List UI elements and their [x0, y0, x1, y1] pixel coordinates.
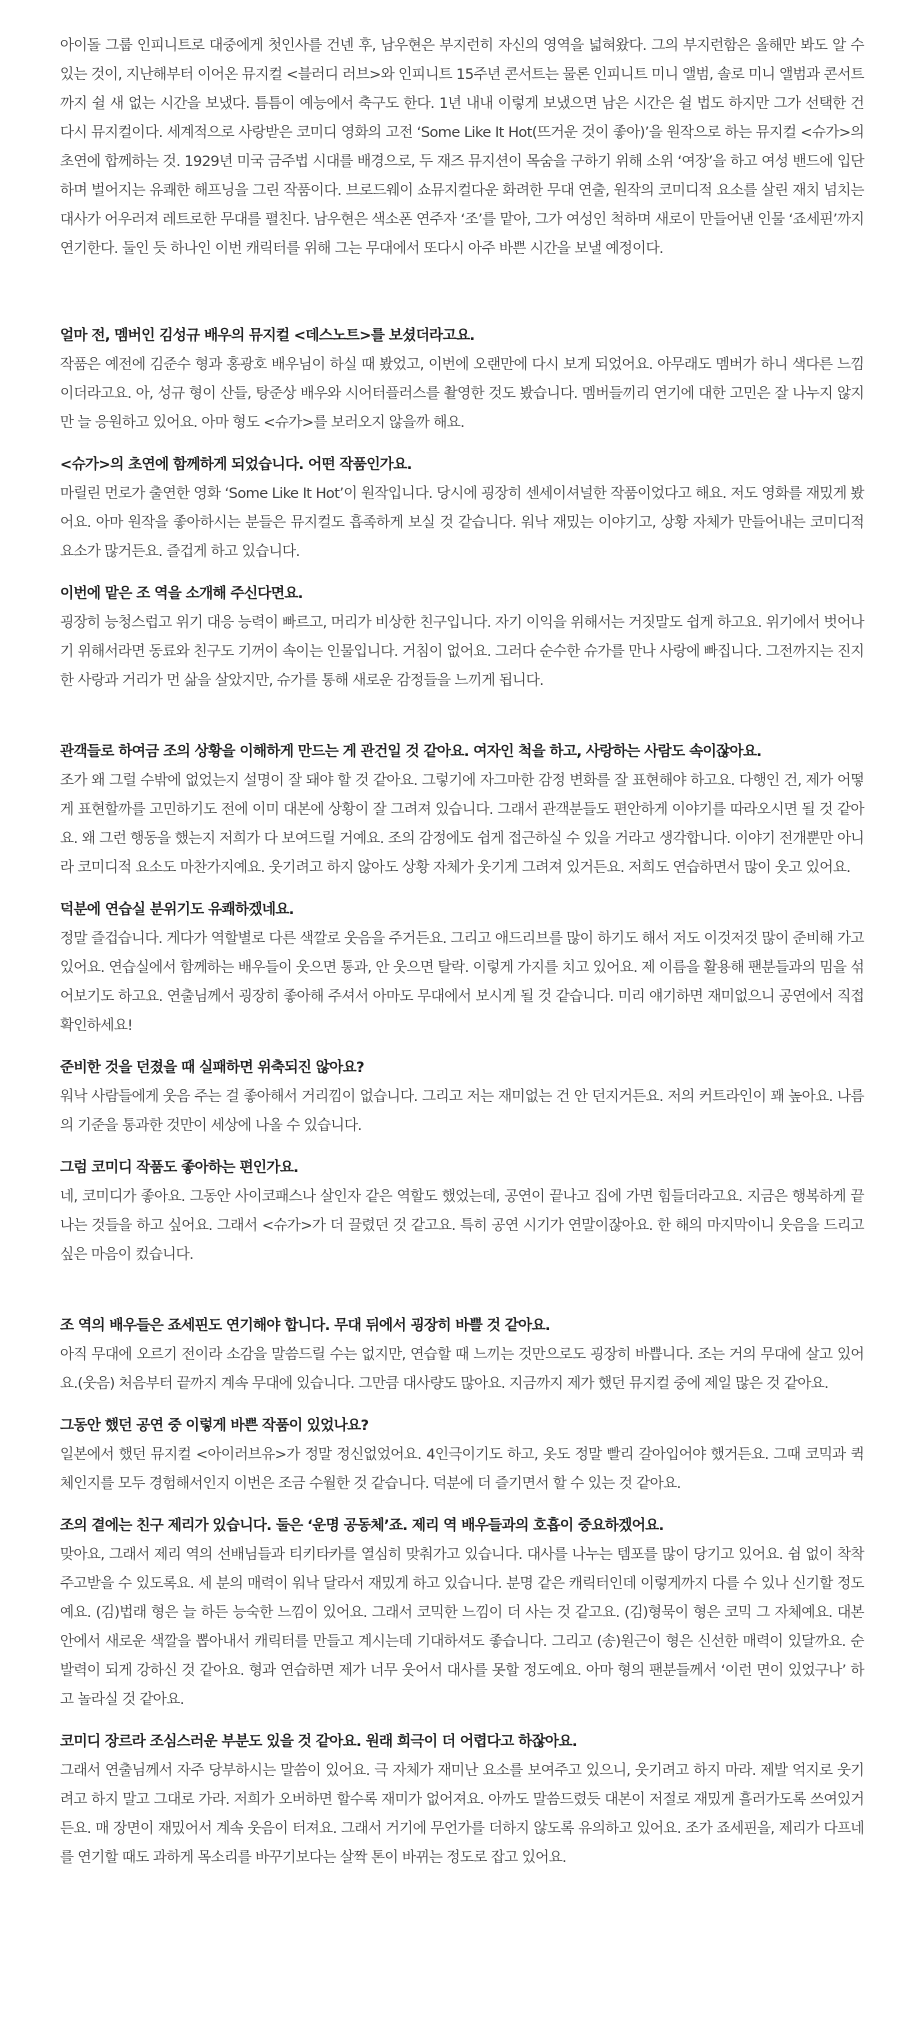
- interview-answer: 그래서 연출님께서 자주 당부하시는 말씀이 있어요. 극 자체가 재미난 요소를 보여주고 있으니, 웃기려고 하지 마라. 제발 억지로 웃기려고 하지 말고 그대로 가라. 저희가 오버하면 할수록 재미가 없어져요. 아까도 말씀드렸듯 대본이 저절로 재밌게 흘러가도록 쓰여있거든요. 매 장면이 재밌어서 계속 웃음이 터져요. 그래서 거기에 무언가를 더하지 않도록 유의하고 있어요. 조가 죠세핀을, 제리가 다프네를 연기할 때도 과하게 목소리를 바꾸기보다는 살짝 톤이 바뀌는 정도로 잡고 있어요.: [60, 1763, 864, 1866]
- qa-block: [60, 1312, 864, 1399]
- interview-question: 관객들로 하여금 조의 상황을 이해하게 만드는 게 관건일 것 같아요. 여자인 척을 하고, 사랑하는 사람도 속이잖아요.: [60, 744, 762, 760]
- interview-question: 얼마 전, 멤버인 김성규 배우의 뮤지컬 <데스노트>를 보셨더라고요.: [60, 328, 475, 344]
- qa-block: [60, 322, 864, 438]
- qa-block: [60, 738, 864, 883]
- interview-question: 코미디 장르라 조심스러운 부분도 있을 것 같아요. 원래 희극이 더 어렵다고 하잖아요.: [60, 1734, 577, 1750]
- qa-block: [60, 1054, 864, 1141]
- qa-block: [60, 1154, 864, 1270]
- interview-answer: 마릴린 먼로가 출연한 영화 ‘Some Like It Hot’이 원작입니다. 당시에 굉장히 센세이셔널한 작품이었다고 해요. 저도 영화를 재밌게 봤어요. 아마 원작을 좋아하시는 분들은 뮤지컬도 흡족하게 보실 것 같습니다. 워낙 재밌는 이야기고, 상황 자체가 만들어내는 코미디적 요소가 많거든요. 즐겁게 하고 있습니다.: [60, 486, 864, 560]
- qa-block: [60, 580, 864, 696]
- interview-answer: 굉장히 능청스럽고 위기 대응 능력이 빠르고, 머리가 비상한 친구입니다. 자기 이익을 위해서는 거짓말도 쉽게 하고요. 위기에서 벗어나기 위해서라면 동료와 친구도 기꺼이 속이는 인물입니다. 거침이 없어요. 그러다 순수한 슈가를 만나 사랑에 빠집니다. 그전까지는 진지한 사랑과 거리가 먼 삶을 살았지만, 슈가를 통해 새로운 감정들을 느끼게 됩니다.: [60, 615, 864, 689]
- interview-question: 그동안 했던 공연 중 이렇게 바쁜 작품이 있었나요?: [60, 1418, 369, 1434]
- interview-answer: 아직 무대에 오르기 전이라 소감을 말씀드릴 수는 없지만, 연습할 때 느끼는 것만으로도 굉장히 바쁩니다. 조는 거의 무대에 살고 있어요.(웃음) 처음부터 끝까지 계속 무대에 있습니다. 그만큼 대사량도 많아요. 지금까지 제가 했던 뮤지컬 중에 제일 많은 것 같아요.: [60, 1347, 864, 1392]
- interview-question: 그럼 코미디 작품도 좋아하는 편인가요.: [60, 1160, 299, 1176]
- interview-answer: 정말 즐겁습니다. 게다가 역할별로 다른 색깔로 웃음을 주거든요. 그리고 애드리브를 많이 하기도 해서 저도 이것저것 많이 준비해 가고 있어요. 연습실에서 함께하는 배우들이 웃으면 통과, 안 웃으면 탈락. 이렇게 가지를 치고 있어요. 제 이름을 활용해 팬분들과의 밈을 섞어보기도 하고요. 연출님께서 굉장히 좋아해 주셔서 아마도 무대에서 보시게 될 것 같습니다. 미리 얘기하면 재미없으니 공연에서 직접 확인하세요!: [60, 931, 864, 1034]
- interview-answer: 일본에서 했던 뮤지컬 <아이러브유>가 정말 정신없었어요. 4인극이기도 하고, 옷도 정말 빨리 갈아입어야 했거든요. 그때 코믹과 퀵 체인지를 모두 경험해서인지 이번은 조금 수월한 것 같습니다. 덕분에 더 즐기면서 할 수 있는 것 같아요.: [60, 1447, 864, 1492]
- interview-question: 덕분에 연습실 분위기도 유쾌하겠네요.: [60, 902, 294, 918]
- qa-block: [60, 1728, 864, 1873]
- interview-question: <슈가>의 초연에 함께하게 되었습니다. 어떤 작품인가요.: [60, 457, 412, 473]
- interview-question: 준비한 것을 던졌을 때 실패하면 위축되진 않아요?: [60, 1060, 364, 1076]
- interview-question: 이번에 맡은 조 역을 소개해 주신다면요.: [60, 586, 303, 602]
- interview-question: 조 역의 배우들은 죠세핀도 연기해야 합니다. 무대 뒤에서 굉장히 바쁠 것 같아요.: [60, 1318, 551, 1334]
- qa-block: [60, 1512, 864, 1715]
- qa-block: [60, 896, 864, 1041]
- intro-paragraph: 아이돌 그룹 인피니트로 대중에게 첫인사를 건넨 후, 남우현은 부지런히 자신의 영역을 넓혀왔다. 그의 부지런함은 올해만 봐도 알 수 있는 것이, 지난해부터 이어온 뮤지컬 <블러디 러브>와 인피니트 15주년 콘서트는 물론 인피니트 미니 앨범, 솔로 미니 앨범과 콘서트까지 쉴 새 없는 시간을 보냈다. 틈틈이 예능에서 축구도 한다. 1년 내내 이렇게 보냈으면 남은 시간은 쉴 법도 하지만 그가 선택한 건 다시 뮤지컬이다. 세계적으로 사랑받은 코미디 영화의 고전 ‘Some Like It Hot(뜨거운 것이 좋아)’을 원작으로 하는 뮤지컬 <슈가>의 초연에 합께하는 것. 1929년 미국 금주법 시대를 배경으로, 두 재즈 뮤지션이 목숨을 구하기 위해 소위 ‘여장’을 하고 여성 밴드에 입단하며 벌어지는 유쾌한 해프닝을 그린 작품이다. 브로드웨이 쇼뮤지컬다운 화려한 무대 연출, 원작의 코미디적 요소를 살린 재치 넘치는 대사가 어우러져 레트로한 무대를 펼친다. 남우현은 색소폰 연주자 ‘조’를 맡아, 그가 여성인 척하며 새로이 만들어낸 인물 ‘죠세핀’까지 연기한다. 둘인 듯 하나인 이번 캐릭터를 위해 그는 무대에서 또다시 아주 바쁜 시간을 보낼 예정이다.: [60, 38, 864, 257]
- interview-answer: 작품은 예전에 김준수 형과 홍광호 배우님이 하실 때 봤었고, 이번에 오랜만에 다시 보게 되었어요. 아무래도 멤버가 하니 색다른 느낌이더라고요. 아, 성규 형이 산들, 탕준상 배우와 시어터플러스를 촬영한 것도 봤습니다. 멤버들끼리 연기에 대한 고민은 잘 나누지 않지만 늘 응원하고 있어요. 아마 형도 <슈가>를 보러오지 않을까 해요.: [60, 357, 864, 431]
- qa-block: [60, 451, 864, 567]
- interview-question: 조의 곁에는 친구 제리가 있습니다. 둘은 ‘운명 공동체’죠. 제리 역 배우들과의 호흡이 중요하겠어요.: [60, 1518, 664, 1534]
- interview-answer: 맞아요, 그래서 제리 역의 선배님들과 티키타카를 열심히 맞춰가고 있습니다. 대사를 나누는 템포를 많이 당기고 있어요. 쉼 없이 착착 주고받을 수 있도록요. 세 분의 매력이 워낙 달라서 재밌게 하고 있습니다. 분명 같은 캐릭터인데 이렇게까지 다를 수 있나 신기할 정도예요. (김)법래 형은 늘 하든 능숙한 느낌이 있어요. 그래서 코믹한 느낌이 더 사는 것 같고요. (김)형묵이 형은 코믹 그 자체예요. 대본 안에서 새로운 색깔을 뽑아내서 캐릭터를 만들고 계시는데 기대하셔도 좋습니다. 그리고 (송)원근이 형은 신선한 매력이 있달까요. 순발력이 되게 강하신 것 같아요. 형과 연습하면 제가 너무 웃어서 대사를 못할 정도예요. 아마 형의 팬분들께서 ‘이런 면이 있었구나’ 하고 놀라실 것 같아요.: [60, 1547, 864, 1708]
- qa-block: [60, 1412, 864, 1499]
- interview-answer: 조가 왜 그럴 수밖에 없었는지 설명이 잘 돼야 할 것 같아요. 그렇기에 자그마한 감정 변화를 잘 표현해야 하고요. 다행인 건, 제가 어떻게 표현할까를 고민하기도 전에 이미 대본에 상황이 잘 그려져 있습니다. 그래서 관객분들도 편안하게 이야기를 따라오시면 될 것 같아요. 왜 그런 행동을 했는지 저희가 다 보여드릴 거예요. 조의 감정에도 쉽게 접근하실 수 있을 거라고 생각합니다. 이야기 전개뿐만 아니라 코미디적 요소도 마찬가지예요. 웃기려고 하지 않아도 상황 자체가 웃기게 그려져 있거든요. 저희도 연습하면서 많이 웃고 있어요.: [60, 773, 864, 876]
- interview-answer: 워낙 사람들에게 웃음 주는 걸 좋아해서 거리낌이 없습니다. 그리고 저는 재미없는 건 안 던지거든요. 저의 커트라인이 꽤 높아요. 나름의 기준을 통과한 것만이 세상에 나올 수 있습니다.: [60, 1089, 864, 1134]
- interview-answer: 네, 코미디가 좋아요. 그동안 사이코패스나 살인자 같은 역할도 했었는데, 공연이 끝나고 집에 가면 힘들더라고요. 지금은 행복하게 끝나는 것들을 하고 싶어요. 그래서 <슈가>가 더 끌렸던 것 같고요. 특히 공연 시기가 연말이잖아요. 한 해의 마지막이니 웃음을 드리고 싶은 마음이 컸습니다.: [60, 1189, 864, 1263]
